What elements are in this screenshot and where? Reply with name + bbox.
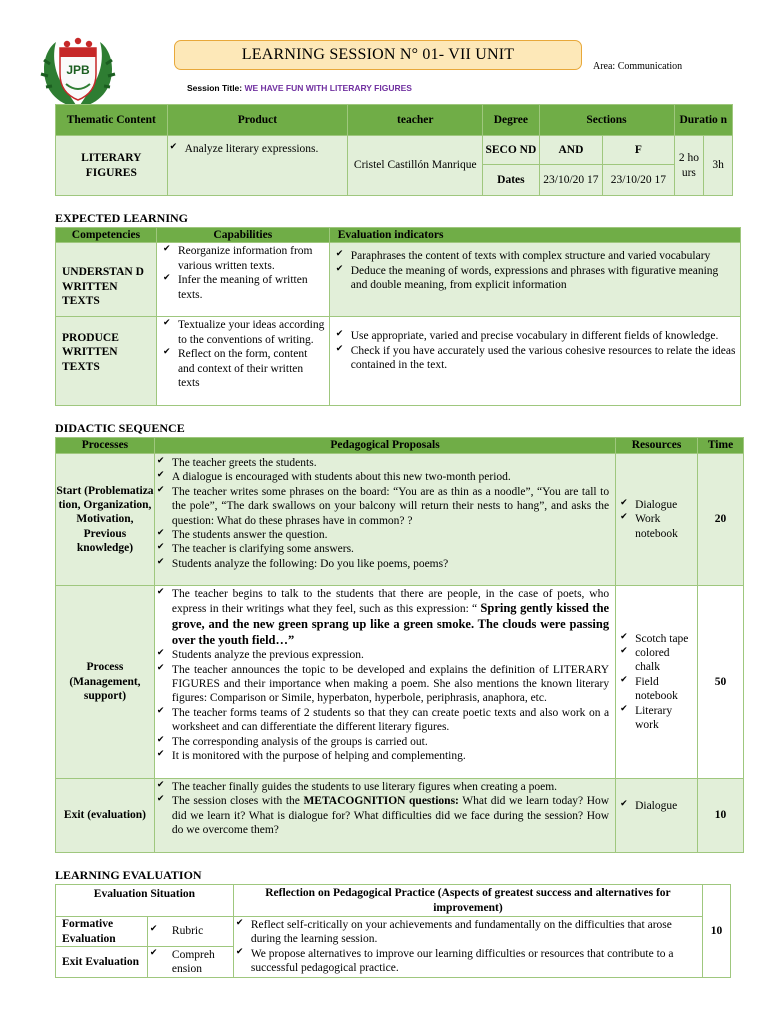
process-resources: [616, 586, 698, 779]
exit-proposals: [154, 779, 615, 853]
capability-item: ✔ Reorganize information from various written texts.: [161, 244, 325, 273]
header-evaluation-situation: Evaluation Situation: [56, 885, 234, 917]
learning-evaluation-table: [55, 884, 731, 978]
start-resources: [616, 454, 698, 586]
proposal-item: ✔ The corresponding analysis of the groups is carried out.: [155, 735, 609, 749]
proposal-item: ✔ The teacher is clarifying some answers.: [155, 542, 609, 556]
reflection-cell: [233, 917, 702, 978]
start-time: 20: [698, 454, 744, 586]
didactic-sequence-heading: DIDACTIC SEQUENCE: [55, 421, 185, 435]
session-title-banner: [174, 40, 582, 70]
didactic-sequence-table: [55, 437, 744, 853]
duration-total: 3h: [704, 136, 733, 196]
learning-evaluation-heading: LEARNING EVALUATION: [55, 868, 202, 882]
metacognition-intro: The session closes with the: [171, 795, 304, 808]
indicator-item: ✔ Check if you have accurately used the various cohesive resources to relate the ideas contained in the text.: [334, 344, 736, 373]
header-evaluation-indicators: Evaluation indicators: [329, 228, 740, 243]
process-time: 50: [698, 586, 744, 779]
proposal-item: [155, 794, 609, 837]
proposal-item: [155, 587, 609, 648]
expected-learning-table: [55, 227, 741, 406]
indicators-cell: [329, 317, 740, 406]
instrument-cell: [147, 917, 233, 947]
indicator-item: ✔ Paraphrases the content of texts with complex structure and varied vocabulary: [334, 249, 736, 263]
reflection-item: ✔ Reflect self-critically on your achievements and fundamentally on the difficulties that arose during the learning session.: [234, 918, 698, 947]
proposal-item: ✔ The teacher writes some phrases on the board: “You are as thin as a noodle”, “You are tall to the pole”, “The dark swallows on your balcony will return their nests to hang”, and asks the question: What do these phrases have in common? ?: [155, 485, 609, 528]
resource-item: ✔ Dialogue: [618, 498, 697, 512]
degree-value: SECO ND: [483, 136, 539, 165]
proposal-item: ✔ It is monitored with the purpose of helping and complementing.: [155, 749, 609, 763]
header-duration: Duratio n: [674, 105, 733, 136]
school-crest-logo: [38, 34, 118, 112]
process-start: Start (Problematiza tion, Organization, Motivation, Previous knowledge): [56, 454, 155, 586]
formative-evaluation: Formative Evaluation: [56, 917, 148, 947]
date-2: 23/10/20 17: [603, 165, 674, 196]
process-proposals: [154, 586, 615, 779]
teacher-name: Cristel Castillón Manrique: [348, 136, 483, 196]
page-title: LEARNING SESSION N° 01- VII UNIT: [241, 46, 515, 63]
indicator-item: ✔ Use appropriate, varied and precise vocabulary in different fields of knowledge.: [334, 329, 736, 343]
capability-item: ✔ Textualize your ideas according to the conventions of writing.: [161, 318, 325, 347]
capability-item: ✔ Infer the meaning of written texts.: [161, 273, 325, 302]
session-title-label: Session Title:: [187, 83, 243, 93]
capabilities-cell: [156, 317, 329, 406]
header-resources: Resources: [616, 438, 698, 454]
capabilities-cell: [156, 243, 329, 317]
header-teacher: teacher: [348, 105, 483, 136]
exit-evaluation: Exit Evaluation: [56, 947, 148, 977]
proposal-item: ✔ The teacher finally guides the students to use literary figures when creating a poem.: [155, 780, 609, 794]
resource-item: ✔ Scotch tape: [618, 632, 697, 646]
instrument-rubric: ✔ Rubric: [148, 924, 233, 938]
start-proposals: [154, 454, 615, 586]
expected-learning-heading: EXPECTED LEARNING: [55, 211, 189, 225]
process-exit: Exit (evaluation): [56, 779, 155, 853]
resource-item: ✔ Field notebook: [618, 675, 697, 704]
proposal-item: ✔ Students analyze the previous expression.: [155, 648, 609, 662]
proposal-intro: The teacher begins to talk to the students that there are people, in the case of poets, who express in their writings what they feel, such as this expression: “: [171, 588, 610, 616]
competency-produce: PRODUCE WRITTEN TEXTS: [56, 317, 157, 406]
proposal-item: ✔ A dialogue is encouraged with students about this new two-month period.: [155, 470, 609, 484]
competency-understand: UNDERSTAN D WRITTEN TEXTS: [56, 243, 157, 317]
proposal-item: ✔ Students analyze the following: Do you like poems, poems?: [155, 557, 609, 571]
header-capabilities: Capabilities: [156, 228, 329, 243]
indicator-item: ✔ Deduce the meaning of words, expressions and phrases with figurative meaning and double meaning, from explicit information: [334, 264, 736, 293]
evaluation-time: 10: [703, 885, 731, 978]
metacognition-questions: What did we learn today? How did we learn it? What is dialogue for? What difficulties did we face during the session? How do we overcome them?: [171, 795, 610, 837]
poem-quote: Spring gently kissed the grove, and the new green sprang up like a green smoke. The clouds were passing over the youth field…”: [171, 601, 610, 647]
session-title-value: WE HAVE FUN WITH LITERARY FIGURES: [244, 83, 412, 93]
header-product: Product: [167, 105, 348, 136]
indicators-cell: [329, 243, 740, 317]
svg-text:JPB: JPB: [66, 63, 90, 77]
header-degree: Degree: [483, 105, 539, 136]
header-competencies: Competencies: [56, 228, 157, 243]
header-reflection: Reflection on Pedagogical Practice (Aspects of greatest success and alternatives for improvement): [233, 885, 702, 917]
product-item: ✔ Analyze literary expressions.: [168, 142, 348, 156]
instrument-cell: [147, 947, 233, 977]
header-time: Time: [698, 438, 744, 454]
resource-item: ✔ colored chalk: [618, 646, 697, 675]
dates-label: Dates: [483, 165, 539, 196]
resource-item: ✔ Dialogue: [618, 799, 697, 813]
process-management: Process (Management, support): [56, 586, 155, 779]
resource-item: ✔ Work notebook: [618, 512, 697, 541]
exit-time: 10: [698, 779, 744, 853]
exit-resources: [616, 779, 698, 853]
reflection-item: ✔ We propose alternatives to improve our learning difficulties or resources that contribute to a successful pedagogical practice.: [234, 947, 698, 976]
session-title: [187, 83, 412, 94]
thematic-content: LITERARY FIGURES: [56, 136, 168, 196]
product-cell: [167, 136, 348, 196]
header-pedagogical-proposals: Pedagogical Proposals: [154, 438, 615, 454]
header-processes: Processes: [56, 438, 155, 454]
instrument-comprehension: ✔ Compreh ension: [148, 948, 233, 977]
section-2: F: [603, 136, 674, 165]
proposal-item: ✔ The teacher greets the students.: [155, 456, 609, 470]
date-1: 23/10/20 17: [539, 165, 603, 196]
proposal-item: ✔ The students answer the question.: [155, 528, 609, 542]
header-thematic-content: Thematic Content: [56, 105, 168, 136]
proposal-item: ✔ The teacher forms teams of 2 students so that they can create poetic texts and also work on a worksheet and can differentiate the different literary figures.: [155, 706, 609, 735]
area-label: Area: Communication: [593, 61, 683, 72]
capability-item: ✔ Reflect on the form, content and context of their written texts: [161, 347, 325, 390]
resource-item: ✔ Literary work: [618, 704, 697, 733]
metacognition-label: METACOGNITION questions:: [303, 795, 459, 808]
section-1: AND: [539, 136, 603, 165]
header-sections: Sections: [539, 105, 674, 136]
duration-hours: 2 ho urs: [674, 136, 704, 196]
proposal-item: ✔ The teacher announces the topic to be developed and explains the definition of LITERARY FIGURES and their importance when making a poem. She also mentions the known literary figures: Comparison or Simile, hyperbaton, hyperbole, periphrasis, anaphora, etc.: [155, 663, 609, 706]
session-info-table: [55, 104, 733, 196]
